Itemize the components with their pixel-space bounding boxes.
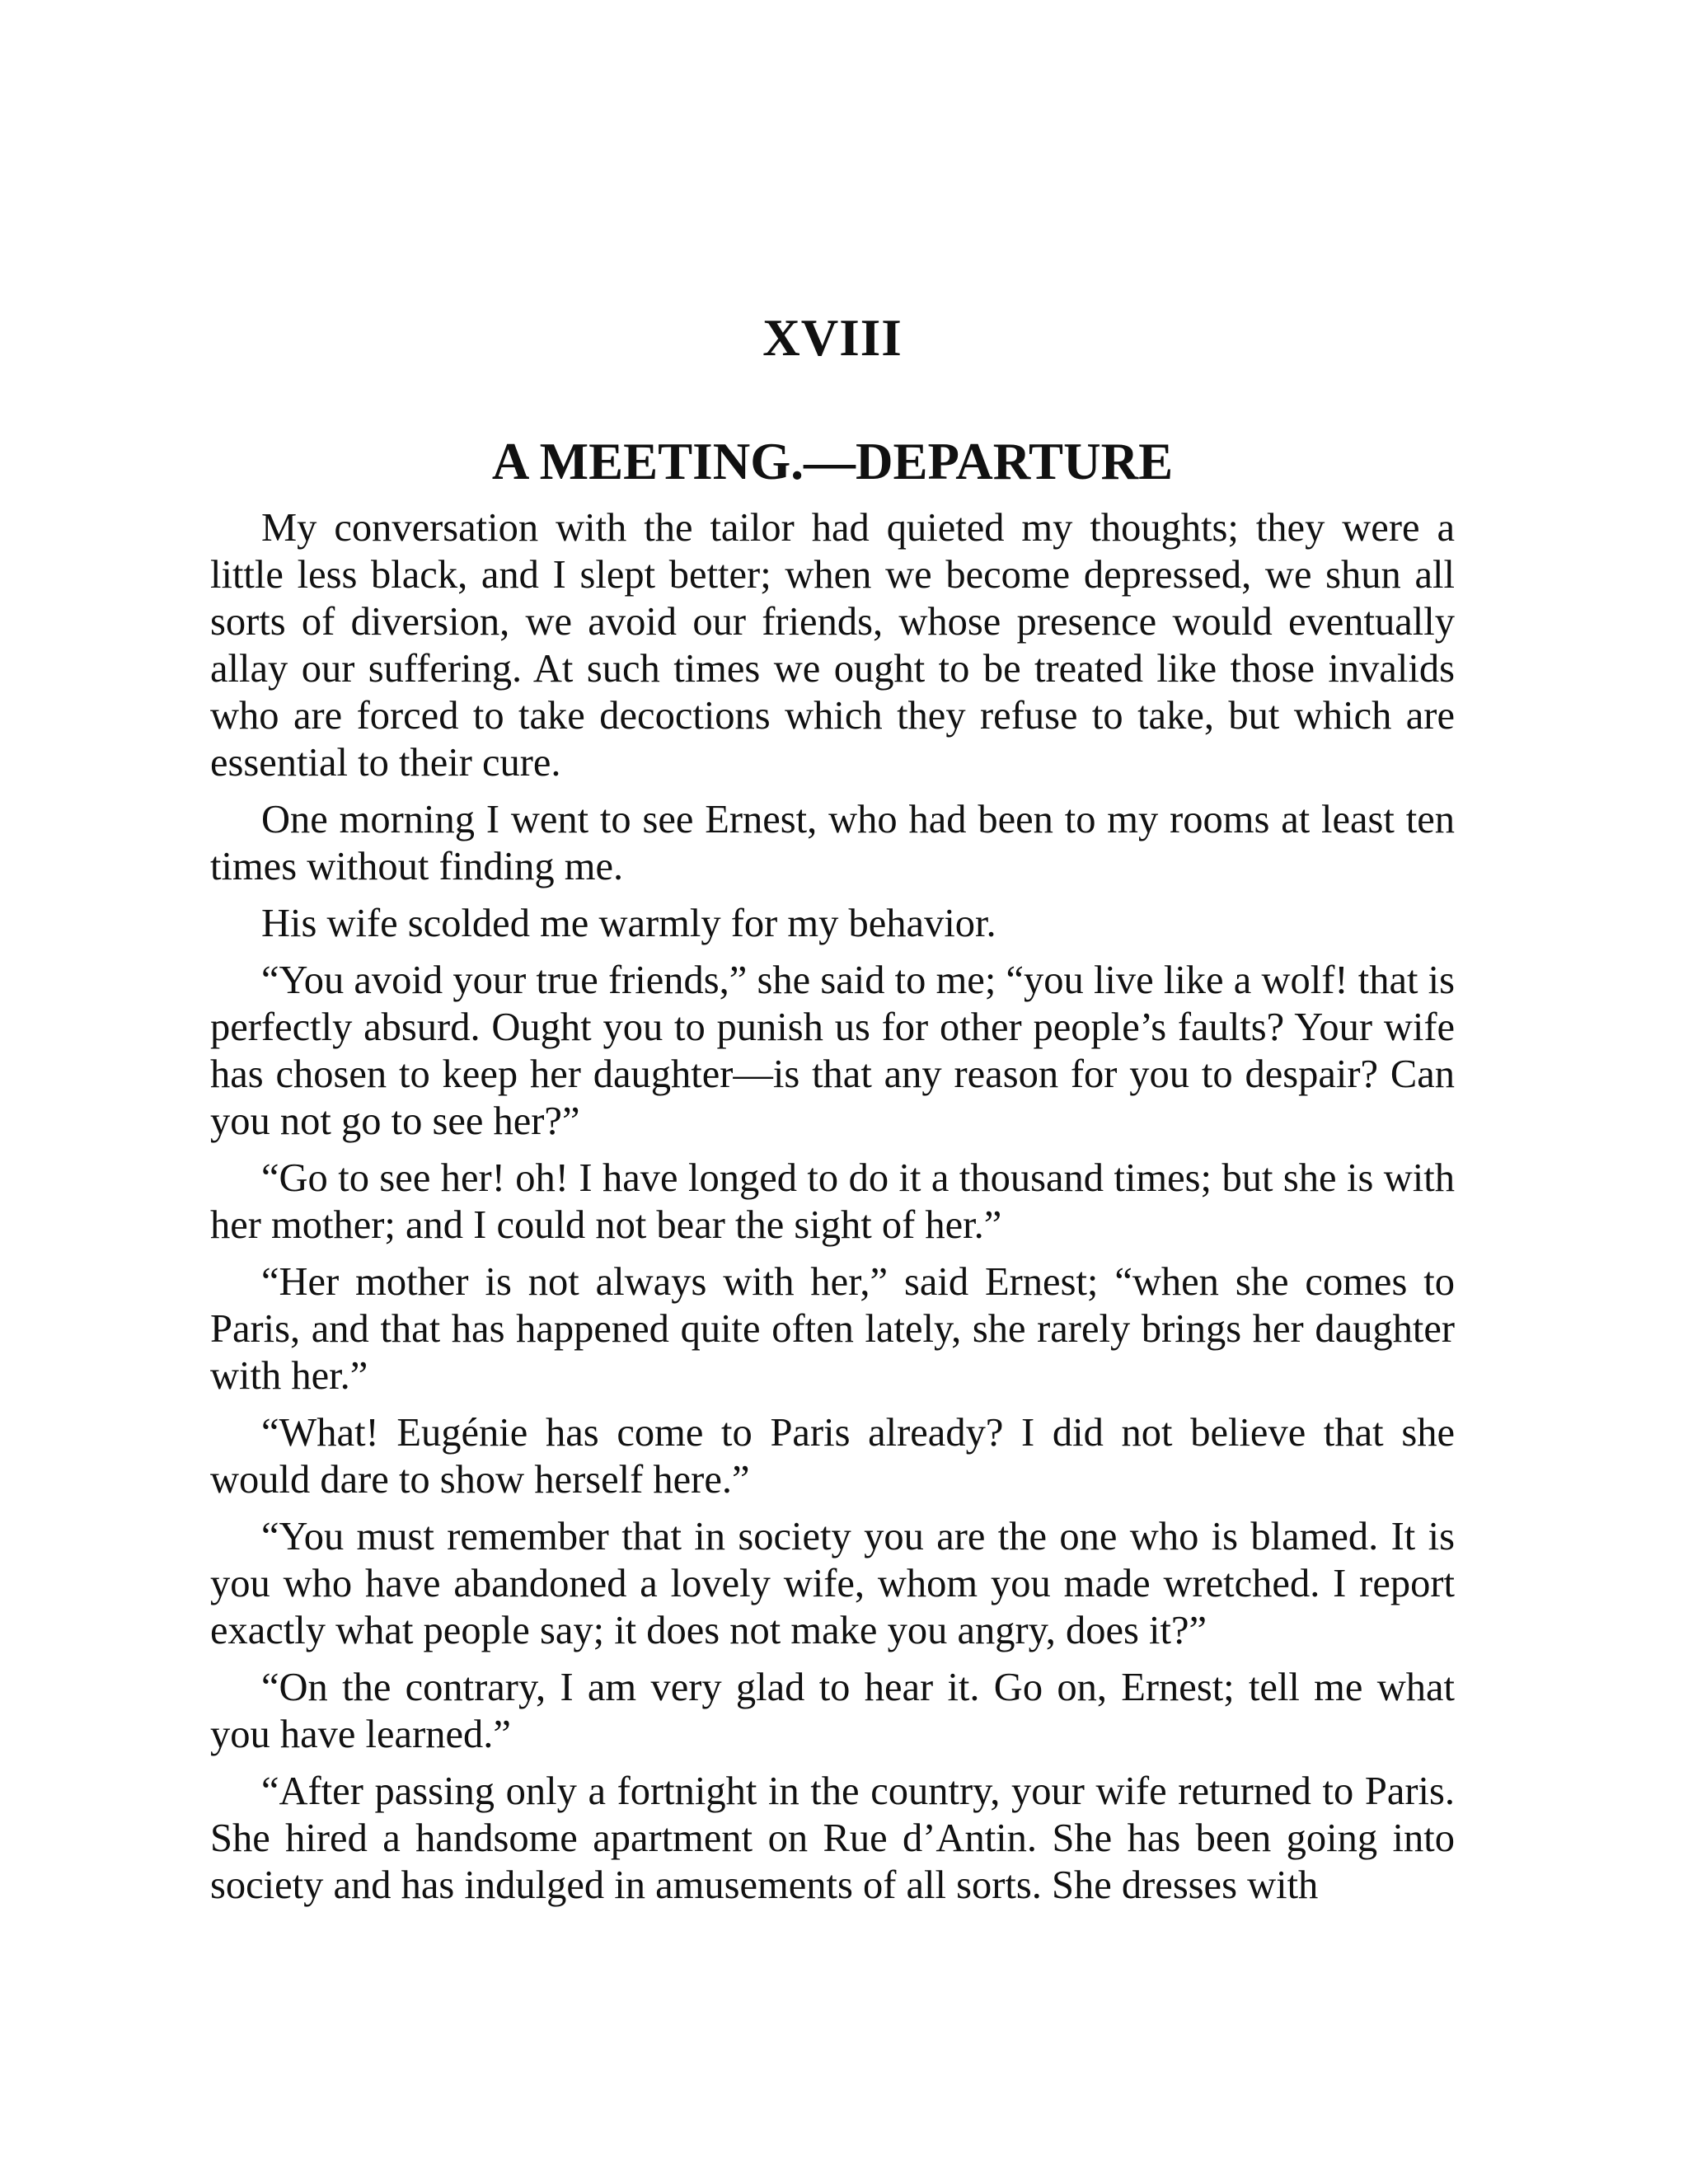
chapter-body bbox=[210, 504, 1455, 1909]
paragraph: “On the contrary, I am very glad to hear it. Go on, Ernest; tell me what you have learned.” bbox=[210, 1666, 1455, 1756]
paragraph: “What! Eugénie has come to Paris already? I did not believe that she would dare to show herself here.” bbox=[210, 1411, 1455, 1502]
chapter-number: XVIII bbox=[762, 309, 903, 367]
paragraph: “You must remember that in society you are the one who is blamed. It is you who have abandoned a lovely wife, whom you made wretched. I report exactly what people say; it does not make you angry, does it?” bbox=[210, 1515, 1455, 1652]
book-page bbox=[210, 305, 1455, 1919]
paragraph: One morning I went to see Ernest, who had been to my rooms at least ten times without finding me. bbox=[210, 798, 1455, 888]
paragraph: His wife scolded me warmly for my behavior. bbox=[261, 902, 996, 945]
paragraph: My conversation with the tailor had quieted my thoughts; they were a little less black, and I slept better; when we become depressed, we shun all sorts of diversion, we avoid our friends, whose presence would eventually allay our suffering. At such times we ought to be treated like those invalids who are forced to take decoctions which they refuse to take, but which are essential to their cure. bbox=[210, 506, 1455, 785]
chapter-title: A MEETING.—DEPARTURE bbox=[491, 433, 1174, 490]
paragraph: “After passing only a fortnight in the country, your wife returned to Paris. She hired a handsome apartment on Rue d’Antin. She has been going into society and has indulged in amusements of all sorts. She dresses with bbox=[210, 1769, 1455, 1907]
paragraph: “You avoid your true friends,” she said to me; “you live like a wolf! that is perfectly absurd. Ought you to punish us for other people’s faults? Your wife has chosen to keep her daughter—is that any reason for you to despair? Can you not go to see her?” bbox=[210, 958, 1455, 1143]
paragraph: “Go to see her! oh! I have longed to do it a thousand times; but she is with her mother; and I could not bear the sight of her.” bbox=[210, 1156, 1455, 1247]
paragraph: “Her mother is not always with her,” said Ernest; “when she comes to Paris, and that has happened quite often lately, she rarely brings her daughter with her.” bbox=[210, 1260, 1455, 1398]
